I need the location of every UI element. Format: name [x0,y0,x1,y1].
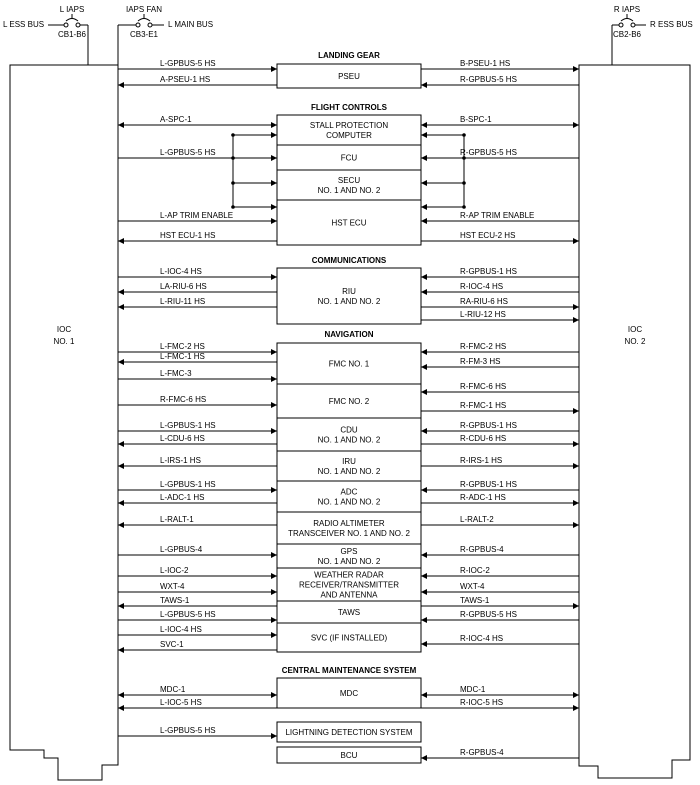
box-gps-label: GPS [340,547,358,556]
box-cdu-label: CDU [340,425,358,435]
right-signal-26 [421,685,579,695]
right-signal-22 [421,582,579,592]
left-signal-24 [118,625,277,635]
box-fcu-label: FCU [340,153,358,163]
left-signal-label: R-FMC-6 HS [160,395,207,404]
left-signal-label: L-GPBUS-5 HS [160,610,216,619]
left-signal-label: L-RALT-1 [160,515,194,524]
left-signal-label: L-GPBUS-5 HS [160,726,216,735]
svg-text:R IAPS: R IAPS [613,5,641,14]
left-signal-9 [118,342,277,352]
box-iru-label: IRU [342,457,356,466]
right-signal-label: B-SPC-1 [460,115,492,124]
left-signal-label: A-PSEU-1 HS [160,75,211,84]
right-bus-junction [462,133,466,137]
box-svc-label: SVC (IF INSTALLED) [310,633,388,643]
left-signal-label: L-FMC-3 [160,369,192,378]
left-signal-15 [118,456,277,466]
box-iru-frame [277,451,421,481]
right-signal-27 [421,698,579,708]
left-signal-3 [118,148,277,158]
right-signal-20 [421,545,579,555]
left-signal-label: L-GPBUS-4 [160,545,203,554]
box-stall-protection-computer-label: STALL PROTECTION [309,121,389,130]
right-signal-label: R-FM-3 HS [460,357,501,366]
ioc-2-number: NO. 2 [624,337,646,346]
svg-text:R ESS BUS: R ESS BUS [650,20,693,29]
box-radio-altimeter-label: RADIO ALTIMETER [313,519,385,528]
ioc-1-panel [10,65,118,780]
right-signal-1 [421,75,579,85]
breaker-iaps-fan [118,5,213,65]
left-bus-junction [231,205,235,209]
left-signal-label: L-AP TRIM ENABLE [160,211,234,220]
right-signal-label: R-IOC-4 HS [460,634,504,643]
box-secu-label: SECU [337,176,361,185]
box-mdc [277,678,421,708]
right-signal-23 [421,596,579,606]
section-title-flight-controls: FLIGHT CONTROLS [311,103,387,112]
right-signal-label: R-CDU-6 HS [460,434,507,443]
right-signal-24 [421,610,579,620]
left-signal-2 [118,115,277,125]
svg-text:CB1-B6: CB1-B6 [57,30,87,39]
box-weather-radar-label: AND ANTENNA [320,590,378,600]
ioc-2-panel [579,65,690,778]
left-signal-label: L-GPBUS-5 HS [160,59,216,68]
left-signal-13 [118,421,277,431]
right-signal-5 [421,231,579,241]
section-title-navigation: NAVIGATION [324,330,374,339]
right-signal-label: HST ECU-2 HS [460,231,516,240]
box-riu-label: NO. 1 AND NO. 2 [317,297,381,306]
section-title-communications: COMMUNICATIONS [311,256,387,265]
box-adc [277,481,421,512]
component-boxes [277,64,421,763]
left-signal-label: SVC-1 [160,640,184,649]
left-signal-label: L-FMC-2 HS [160,342,205,351]
box-adc-frame [277,481,421,512]
left-signal-21 [118,582,277,592]
left-signal-0 [118,59,277,69]
left-bus-junction [231,181,235,185]
box-pseu [277,64,421,88]
box-fmc-1-label: FMC NO. 1 [328,359,370,369]
right-signal-15 [421,434,579,444]
right-signal-19 [421,515,579,525]
box-cdu [277,418,421,451]
left-signal-label: L-IOC-4 HS [160,625,202,634]
right-signal-label: B-PSEU-1 HS [460,59,511,68]
right-signal-label: MDC-1 [460,685,486,694]
left-bus-junction [231,133,235,137]
box-bcu [277,747,421,763]
box-adc-label: ADC [340,487,358,497]
box-radio-altimeter-frame [277,512,421,544]
ioc-1-label: IOC [56,325,72,334]
right-signal-label: R-IRS-1 HS [460,456,503,465]
svg-text:CB2-B6: CB2-B6 [612,30,642,39]
right-signal-label: R-GPBUS-1 HS [460,421,517,430]
right-signal-16 [421,456,579,466]
left-signal-1 [118,75,277,85]
left-signal-label: LA-RIU-6 HS [160,282,207,291]
box-lightning-detection-label: LIGHTNING DETECTION SYSTEM [285,728,413,737]
right-signal-label: R-GPBUS-4 [460,748,504,757]
left-signal-19 [118,545,277,555]
right-signal-7 [421,282,579,292]
right-signal-9 [421,310,579,320]
right-signal-0 [421,59,579,69]
box-radio-altimeter-label: TRANSCEIVER NO. 1 AND NO. 2 [288,529,410,538]
box-fmc-1 [277,343,421,384]
ioc-2-label: IOC [627,325,643,334]
box-weather-radar [277,568,421,601]
left-signal-25 [118,640,277,650]
right-signal-12 [421,382,579,392]
svg-text:IAPS FAN: IAPS FAN [125,5,163,14]
left-signal-18 [118,515,277,525]
right-signal-label: R-FMC-2 HS [460,342,507,351]
right-signal-25 [421,634,579,644]
box-iru [277,451,421,481]
right-signal-label: L-RALT-2 [460,515,494,524]
section-title-cms: CENTRAL MAINTENANCE SYSTEM [281,666,417,675]
box-cdu-frame [277,418,421,451]
breaker-l-iaps [3,5,88,65]
left-signal-5 [118,231,277,241]
left-signal-16 [118,480,277,490]
left-signal-8 [118,297,277,307]
left-signal-20 [118,566,277,576]
left-signal-27 [118,698,277,708]
box-hst-ecu-label: HST ECU [331,218,367,228]
box-stall-protection-computer-label: COMPUTER [326,131,372,140]
right-signal-label: TAWS-1 [460,596,490,605]
right-bus-junction [462,181,466,185]
box-fmc-2 [277,384,421,418]
box-riu-frame [277,268,421,324]
right-signal-label: L-RIU-12 HS [460,310,506,319]
right-signal-label: R-ADC-1 HS [460,493,506,502]
right-signal-label: R-GPBUS-5 HS [460,75,517,84]
box-weather-radar-label: WEATHER RADAR [314,570,384,580]
left-signal-10 [118,352,277,362]
svg-text:L ESS BUS: L ESS BUS [3,20,45,29]
right-signal-label: R-GPBUS-1 HS [460,480,517,489]
left-signal-26 [118,685,277,695]
right-signal-8 [421,297,579,307]
right-signal-13 [421,401,579,411]
left-signal-label: A-SPC-1 [160,115,192,124]
left-signal-label: WXT-4 [160,582,185,591]
left-signal-label: L-GPBUS-5 HS [160,148,216,157]
breaker-r-iaps [612,5,693,65]
right-signal-label: R-AP TRIM ENABLE [460,211,535,220]
right-signal-label: R-GPBUS-1 HS [460,267,517,276]
right-bus-junction [462,205,466,209]
left-signal-label: HST ECU-1 HS [160,231,216,240]
right-signal-label: WXT-4 [460,582,485,591]
box-bcu-label: BCU [340,751,358,760]
right-signal-label: R-IOC-5 HS [460,698,504,707]
section-title-landing-gear: LANDING GEAR [318,51,380,60]
box-pseu-label: PSEU [338,72,360,81]
right-signal-label: R-GPBUS-5 HS [460,610,517,619]
left-signal-label: L-GPBUS-1 HS [160,480,216,489]
right-signal-4 [421,211,579,221]
svg-text:CB3-E1: CB3-E1 [129,30,159,39]
right-signal-28 [421,748,579,758]
left-signal-22 [118,596,277,606]
left-signal-23 [118,610,277,620]
left-signal-6 [118,267,277,277]
box-riu-label: RIU [342,287,356,296]
left-signal-17 [118,493,277,503]
left-signal-label: L-CDU-6 HS [160,434,205,443]
box-secu-frame [277,170,421,200]
box-gps-label: NO. 1 AND NO. 2 [317,557,381,566]
right-signal-14 [421,421,579,431]
right-signal-label: R-GPBUS-5 HS [460,148,517,157]
box-weather-radar-label: RECEIVER/TRANSMITTER [298,580,400,590]
box-secu [277,170,421,200]
box-secu-label: NO. 1 AND NO. 2 [317,186,381,195]
right-signal-6 [421,267,579,277]
right-signal-label: R-GPBUS-4 [460,545,504,554]
left-signal-label: L-IRS-1 HS [160,456,201,465]
box-cdu-label: NO. 1 AND NO. 2 [317,435,381,445]
box-gps [277,544,421,568]
right-signal-18 [421,493,579,503]
box-stall-protection-computer-frame [277,115,421,145]
left-signal-4 [118,211,277,221]
svg-text:L IAPS: L IAPS [59,5,85,14]
box-iru-label: NO. 1 AND NO. 2 [317,467,381,476]
right-signal-11 [421,357,579,367]
right-signal-label: R-IOC-2 [460,566,490,575]
left-signal-11 [118,369,277,379]
box-mdc-label: MDC [339,689,359,698]
left-signal-label: L-GPBUS-1 HS [160,421,216,430]
left-signals [118,59,277,736]
left-signal-28 [118,726,277,736]
right-signal-10 [421,342,579,352]
box-hst-ecu [277,200,421,245]
right-signal-3 [421,148,579,158]
right-signals [421,59,579,758]
box-svc [277,623,421,652]
box-fcu [277,145,421,170]
box-radio-altimeter [277,512,421,544]
box-riu [277,268,421,324]
left-signal-label: L-IOC-5 HS [160,698,202,707]
box-adc-label: NO. 1 AND NO. 2 [317,497,381,507]
svg-text:L MAIN BUS: L MAIN BUS [168,20,214,29]
right-signal-label: RA-RIU-6 HS [460,297,509,306]
left-signal-label: L-FMC-1 HS [160,352,205,361]
left-signal-label: L-IOC-2 [160,566,189,575]
right-signal-21 [421,566,579,576]
left-signal-label: L-RIU-11 HS [160,297,206,306]
box-taws-label: TAWS [337,608,361,617]
right-signal-label: R-IOC-4 HS [460,282,504,291]
ioc-1-number: NO. 1 [53,337,75,346]
left-signal-label: L-ADC-1 HS [160,493,205,502]
box-stall-protection-computer [277,115,421,145]
left-signal-label: TAWS-1 [160,596,190,605]
box-taws [277,601,421,623]
right-signal-label: R-FMC-6 HS [460,382,507,391]
left-signal-label: L-IOC-4 HS [160,267,202,276]
left-signal-14 [118,434,277,444]
right-signal-label: R-FMC-1 HS [460,401,507,410]
right-signal-2 [421,115,579,125]
left-signal-12 [118,395,277,405]
box-lightning-detection [277,722,421,742]
left-signal-label: MDC-1 [160,685,186,694]
left-signal-7 [118,282,277,292]
box-fmc-2-label: FMC NO. 2 [328,397,370,406]
right-signal-17 [421,480,579,490]
